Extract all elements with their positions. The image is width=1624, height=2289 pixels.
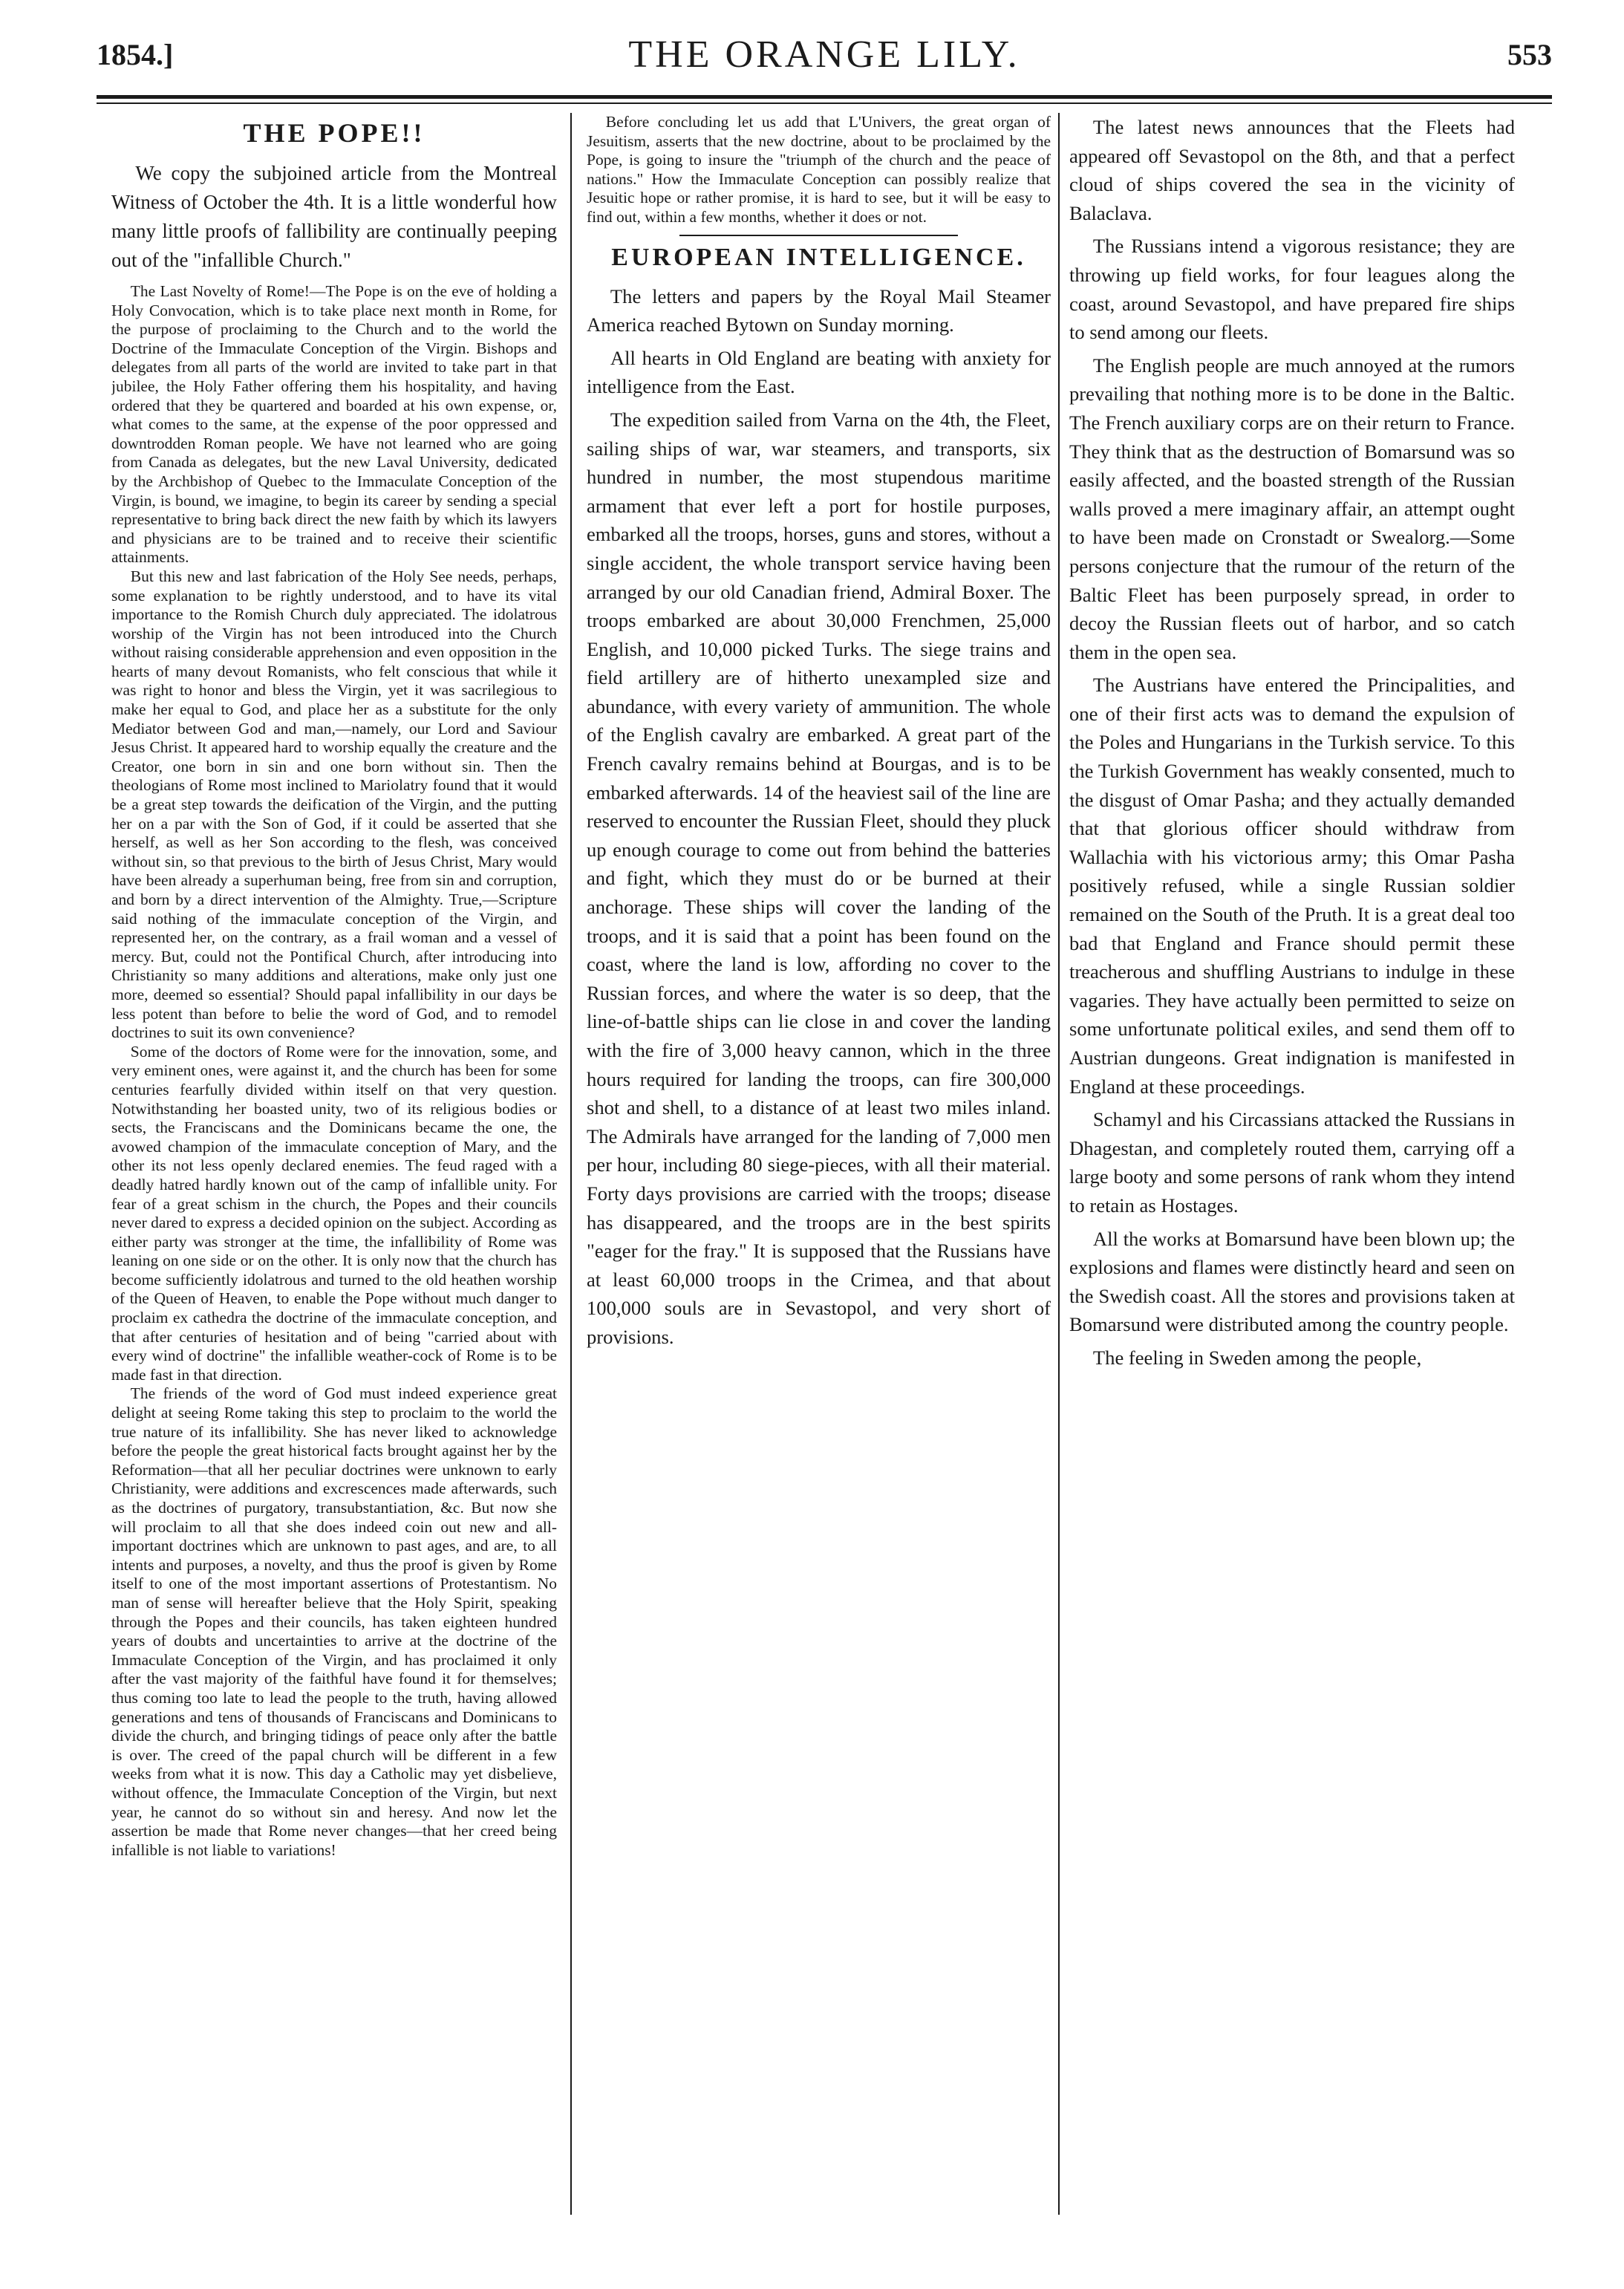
page-number: 553 xyxy=(1507,38,1552,71)
column-right xyxy=(1069,113,1515,2225)
pope-article-heading: THE POPE!! xyxy=(243,118,425,148)
european-intelligence-body xyxy=(587,282,1051,1352)
article-paragraph: The letters and papers by the Royal Mail Steamer America reached Bytown on Sunday morning. xyxy=(587,284,1051,336)
article-paragraph: Some of the doctors of Rome were for the innovation, some, and very eminent ones, were against it, and the church has been for some centuries fearfully divided within itself on that very question. Notwithstanding her boasted unity, two of its religious bodies or sects, the Franciscans and the Dominicans became the one, the avowed champion of the immaculate conception of Mary, and the other its not less openly declared enemies. The feud raged with a deadly hatred hardly known out of the camp of infallible unity. For fear of a great schism in the church, the Popes and their councils never dared to express a decided opinion on the subject. According as either party was stronger at the time, the infallibility of Rome was leaning on one side or on the other. It is only now that the church has become sufficiently idolatrous and turned to the old heathen worship of the Queen of Heaven, to enable the Pope without much danger to proclaim ex cathedra the doctrine of the immaculate conception, and that after centuries of hesitation and of being "carried about with every wind of doctrine" the infallible weather-cock of Rome is to be made fast in that direction. xyxy=(111,1042,557,1384)
article-paragraph: The expedition sailed from Varna on the 4th, the Fleet, sailing ships of war, war steamers, and transports, six hundred in number, the most stupendous maritime armament that ever left a port for hostile purposes, embarked all the troops, horses, guns and stores, without a single accident, the whole transport service having been arranged by our old Canadian friend, Admiral Boxer. The troops embarked are about 30,000 Frenchmen, 25,000 English, and 10,000 picked Turks. The siege trains and field artillery are of hitherto unexampled size and abundance, with every variety of ammunition. The whole of the English cavalry are embarked. A great part of the French cavalry remains behind at Bourgas, and is to be embarked afterwards. 14 of the heaviest sail of the line are reserved to encounter the Russian Fleet, should they pluck up enough courage to come out from behind the batteries and fight, which they must do or be burned at their anchorage. These ships will cover the landing of the troops, and it is said that a point has been found on the coast, where the land is low, affording no cover to the Russian forces, and where the water is so deep, that the line-of-battle ships can lie close in and cover the landing with the fire of 3,000 heavy cannon, which in the three hours required for landing the troops, can fire 300,000 shot and shell, to a distance of at least two miles inland. The Admirals have arranged for the landing of 7,000 men per hour, including 80 siege-pieces, with all their material. Forty days provisions are carried with the troops; disease has disappeared, and the troops are in the best spirits "eager for the fray." It is supposed that the Russians have at least 60,000 troops in the Crimea, and that about 100,000 souls are in Sevastopol, and very short of provisions. xyxy=(587,408,1051,1348)
article-paragraph: The Russians intend a vigorous resistance; they are throwing up field works, for four leagues along the coast, around Sevastopol, and have prepared fire ships to send among our fleets. xyxy=(1069,235,1515,344)
european-intelligence-body-continued xyxy=(1069,113,1515,1373)
column-middle xyxy=(587,113,1051,2225)
pope-article-body-part1 xyxy=(111,282,557,1860)
pope-article-body-part2 xyxy=(587,113,1051,227)
header-rule-thick xyxy=(97,95,1552,99)
column-divider-right xyxy=(1058,113,1060,2215)
column-divider-left xyxy=(570,113,572,2215)
article-paragraph: The latest news announces that the Fleets had appeared off Sevastopol on the 8th, and that a perfect cloud of ships covered the sea in the vicinity of Balaclava. xyxy=(1069,116,1515,224)
article-paragraph: But this new and last fabrication of the Holy See needs, perhaps, some explanation to be rightly understood, and to have its vital importance to the Romish Church duly appreciated. The idolatrous worship of the Virgin has not been introduced into the Church without raising considerable apprehension and even opposition in the hearts of many devout Romanists, who felt conscious that while it was right to honor and bless the Virgin, yet it was sacrilegious to make her equal to God, and place her as a substitute for the only Mediator between God and man,—namely, our Lord and Saviour Jesus Christ. It appeared hard to worship equally the creature and the Creator, one born in sin and one born without sin. Then the theologians of Rome most inclined to Mariolatry found that it would be a great step towards the deification of the Virgin, and the putting her on a par with the Son of God, if it could be asserted that she herself, as well as her Son according to the flesh, was conceived without sin, so that previous to the birth of Jesus Christ, Mary would have been already a superhuman being, free from sin and corruption, and born by a direct intervention of the Almighty. True,—Scripture said nothing of the immaculate conception of the Virgin, and represented her, on the contrary, as a frail woman and a vessel of mercy. But, could not the Pontifical Church, after introducing into Christianity so many additions and alterations, make only just one more, deemed so essential? Should papal infallibility in our days be less potent than before to belie the word of God, and to remodel doctrines to suit its own convenience? xyxy=(111,567,557,1042)
intro-paragraph: We copy the subjoined article from the Montreal Witness of October the 4th. It is a little wonderful how many little proofs of fallibility are continually peeping out of the "infallible Church." xyxy=(111,162,557,271)
column-left xyxy=(111,113,557,2225)
article-paragraph: The feeling in Sweden among the people, xyxy=(1092,1346,1422,1369)
publication-title: THE ORANGE LILY. xyxy=(628,33,1020,76)
article-paragraph: All the works at Bomarsund have been blown up; the explosions and flames were distinctly heard and seen on the Swedish coast. All the stores and provisions taken at Bomarsund were distributed among the country people. xyxy=(1069,1227,1515,1336)
pope-article-intro xyxy=(111,159,557,275)
header-rule-thin xyxy=(97,102,1552,104)
european-intelligence-heading: EUROPEAN INTELLIGENCE. xyxy=(611,243,1026,271)
page-header xyxy=(97,30,1552,89)
article-paragraph: The Austrians have entered the Principalities, and one of their first acts was to demand the expulsion of the Poles and Hungarians in the Turkish service. To this the Turkish Government has weakly consented, much to the disgust of Omar Pasha; and they actually demanded that that glorious officer should withdraw from Wallachia with his victorious army; this Omar Pasha positively refused, while a single Russian soldier remained on the South of the Pruth. It is a great deal too bad that England and France should permit these treacherous and shuffling Austrians to indulge in these vagaries. They have actually been permitted to seize on some unfortunate political exiles, and send them off to Austrian dungeons. Great indignation is manifested in England at these proceedings. xyxy=(1069,674,1515,1098)
article-paragraph: Before concluding let us add that L'Univers, the great organ of Jesuitism, asserts that the new doctrine, about to be proclaimed by the Pope, is going to insure the "triumph of the church and the peace of nations." How the Immaculate Conception can possibly realize that Jesuitic hope or rather promise, it is hard to see, but it will be easy to find out, within a few months, whether it does or not. xyxy=(587,113,1051,226)
article-paragraph: Schamyl and his Circassians attacked the Russians in Dhagestan, and completely routed them, carrying off a large booty and some persons of rank whom they intend to retain as Hostages. xyxy=(1069,1108,1515,1217)
header-year: 1854.] xyxy=(97,38,174,71)
section-divider xyxy=(679,235,958,236)
article-paragraph: The friends of the word of God must indeed experience great delight at seeing Rome taking this step to proclaim to the world the true nature of its infallibility. She has never liked to acknowledge before the people the great historical facts brought against her by the Reformation—that all her peculiar doctrines were unknown to early Christianity, were additions and excrescences made afterwards, such as the doctrines of purgatory, transubstantiation, &c. But now she will proclaim to all that she does indeed coin out new and all-important doctrines which are unknown to past ages, and are, to all intents and purposes, a novelty, and thus the proof is given by Rome itself to one of the most important assertions of Protestantism. No man of sense will hereafter believe that the Holy Spirit, speaking through the Popes and their councils, has taken eighteen hundred years of doubts and uncertainties to arrive at the doctrine of the Immaculate Conception of the Virgin, and has proclaimed it only after the vast majority of the faithful have found it for themselves; thus coming too late to lead the people to the truth, having allowed generations and tens of thousands of Franciscans and Dominicans to divide the church, and bringing tidings of peace only after the battle is over. The creed of the papal church will be different in a few weeks from what it is now. This day a Catholic may yet disbelieve, without offence, the Immaculate Conception of the Virgin, but next year, he cannot do so without sin and heresy. And now let the assertion be made that Rome never changes—that her creed being infallible is not liable to variations! xyxy=(111,1384,557,1859)
article-paragraph: All hearts in Old England are beating with anxiety for intelligence from the East. xyxy=(587,346,1051,398)
article-paragraph: The English people are much annoyed at the rumors prevailing that nothing more is to be done in the Baltic. The French auxiliary corps are on their return to France. They think that as the destruction of Bomarsund was so easily affected, and the boasted strength of the Russian walls proved a mere imaginary affair, an attempt ought to have been made on Cronstadt or Swealorg.—Some persons conjecture that the rumour of the return of the Baltic Fleet has been purposely spread, in order to decoy the Russian fleets out of harbor, and so catch them in the open sea. xyxy=(1069,354,1515,663)
article-paragraph: The Last Novelty of Rome!—The Pope is on the eve of holding a Holy Convocation, which is to take place next month in Rome, for the purpose of proclaiming to the Church and to the world the Doctrine of the Immaculate Conception of the Virgin. Bishops and delegates from all parts of the world are invited to take part in that jubilee, the Holy Father offering them his hospitality, and having ordered that they be quartered and boarded at his own expense, or, what comes to the same, at the expense of the poor oppressed and downtrodden Roman people. We have not learned who are going from Canada as delegates, but the new Laval University, dedicated by the Archbishop of Quebec to the Immaculate Conception of the Virgin, is bound, we imagine, to begin its career by sending a special representative to bring back direct the new faith by which its lawyers and physicians are to be trained and to receive their scientific attainments. xyxy=(111,282,557,567)
